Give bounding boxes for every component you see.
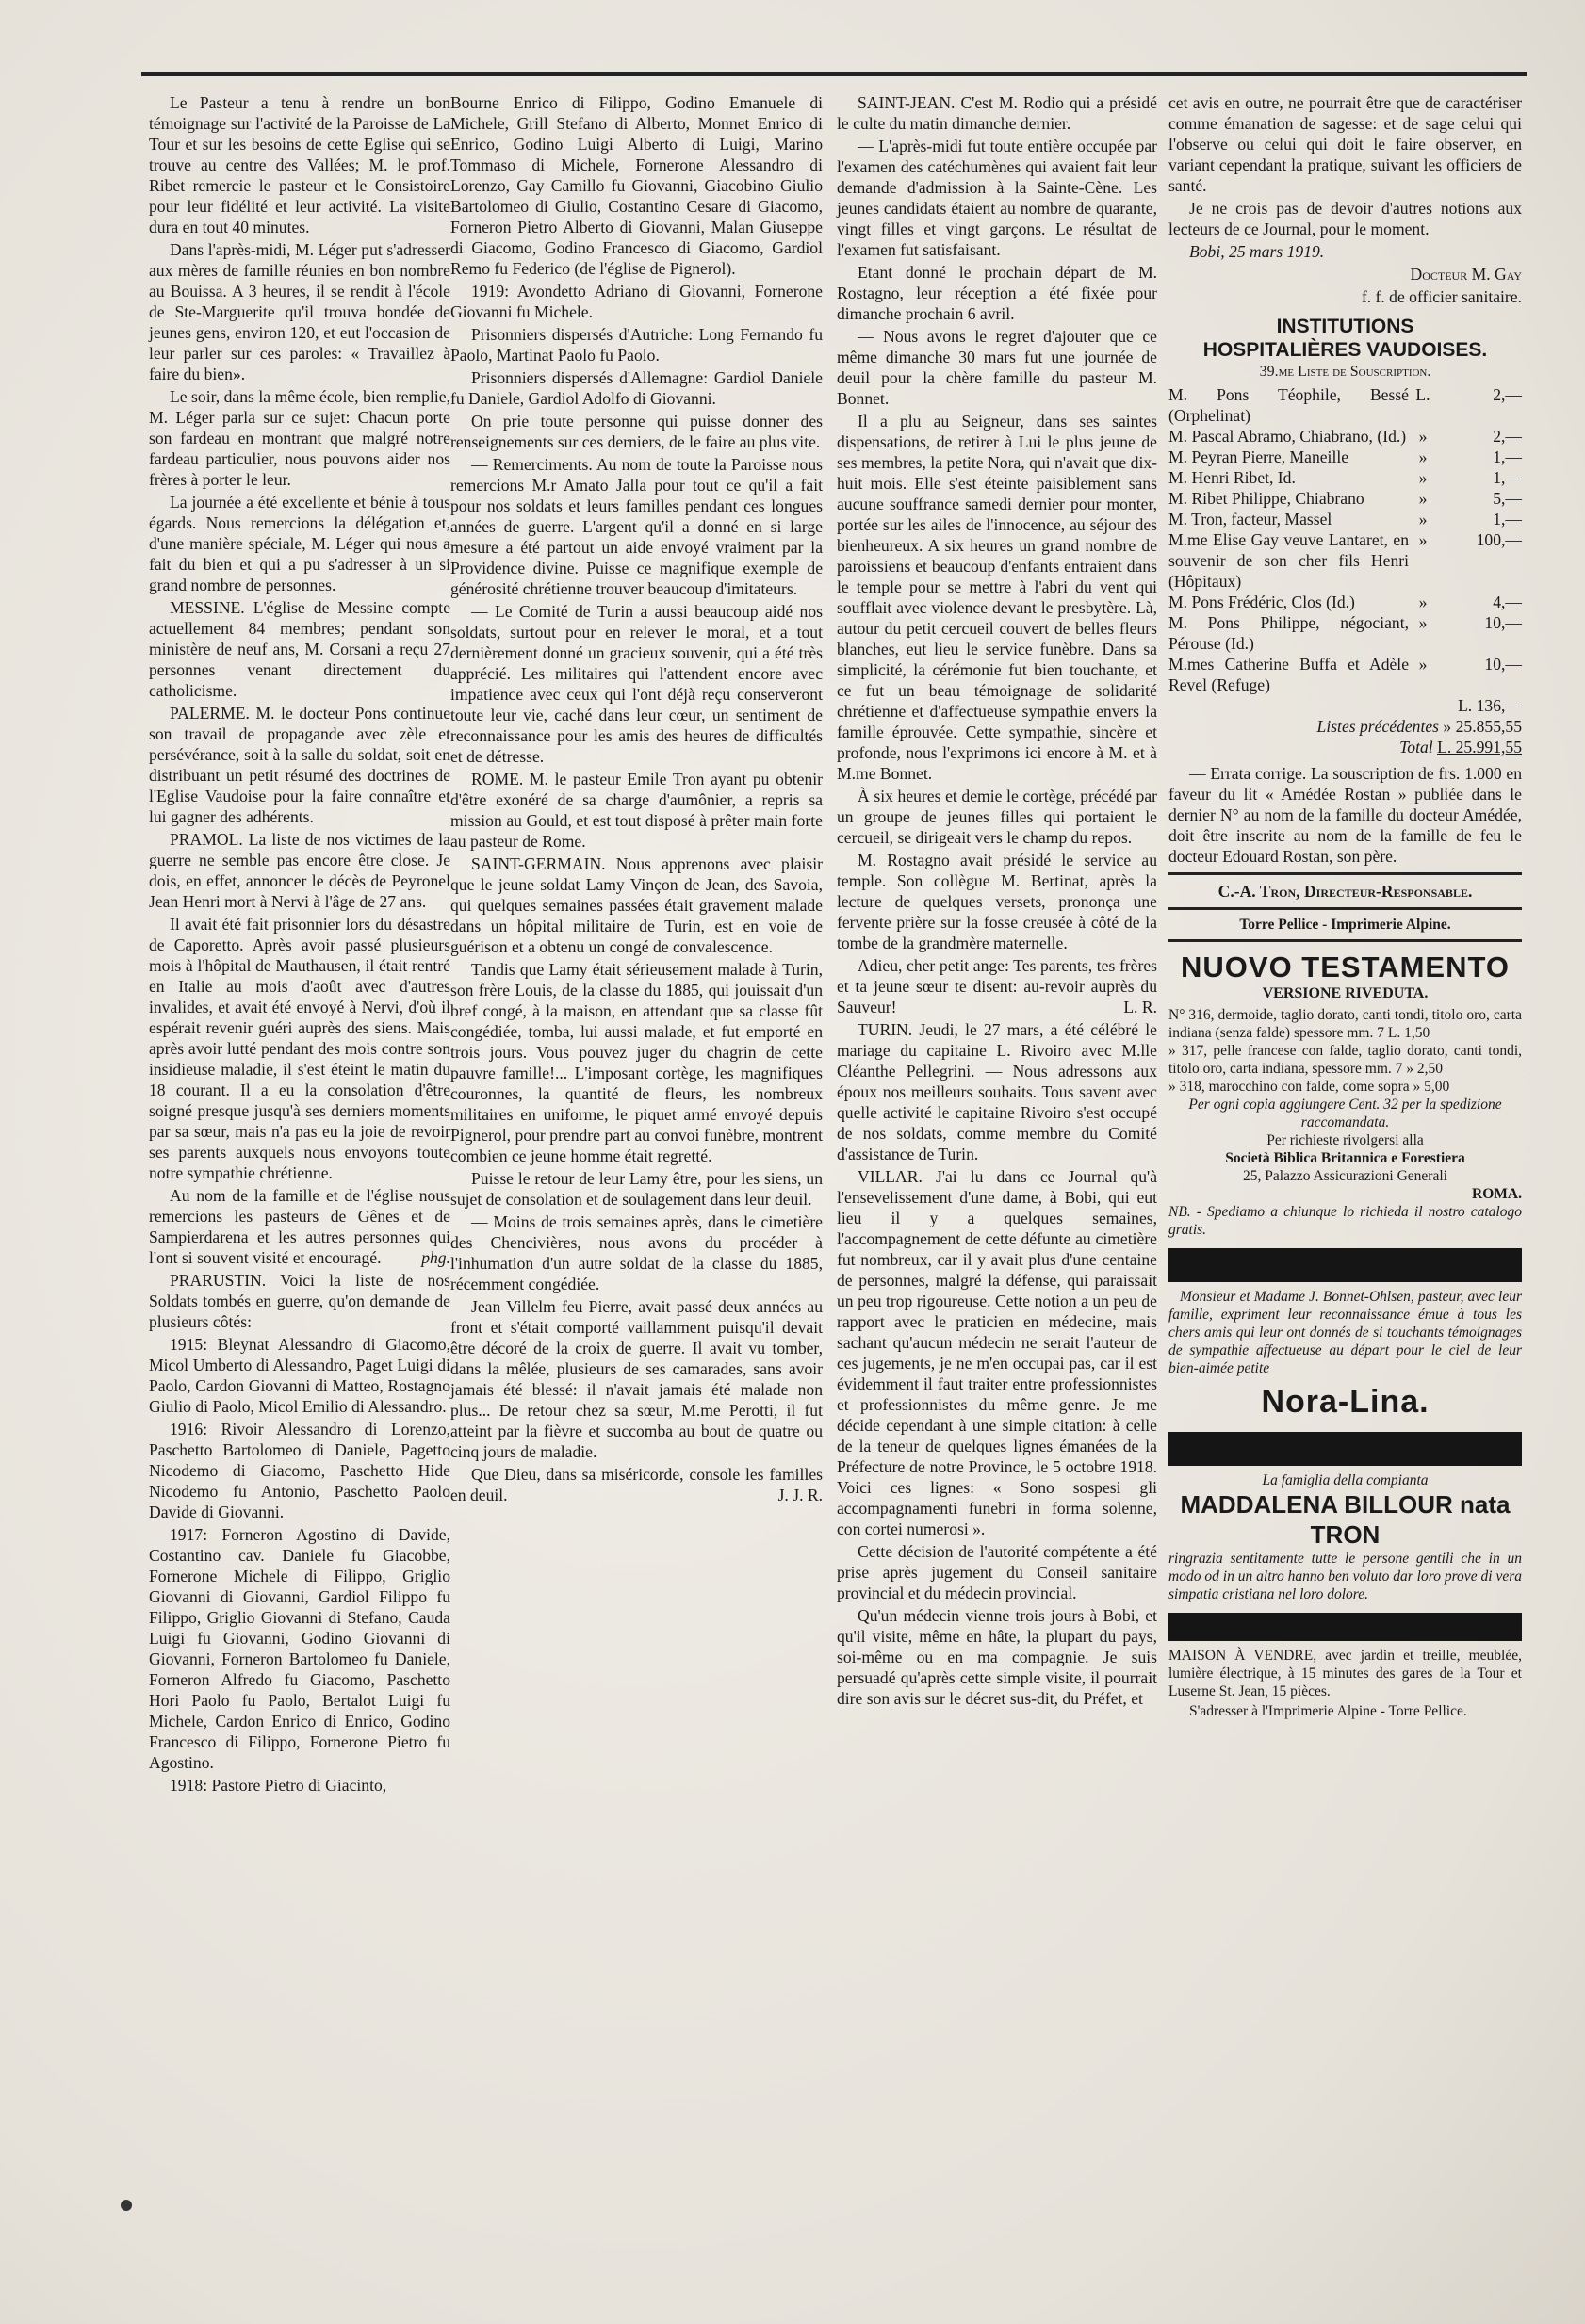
subscription-row (1168, 467, 1522, 488)
dateline: Bobi, 25 mars 1919. (1189, 242, 1325, 261)
column-4 (1168, 92, 1522, 1722)
maison-ad: MAISON À VENDRE, avec jardin et treille, meublée, lumière électrique, à 15 minutes des gares de la Tour et Luserne St. Jean, 15 pièces. (1168, 1648, 1522, 1699)
paragraph: La journée a été excellente et bénie à tous égards. Nous remercions la délégation et, d'une manière spéciale, M. Léger qui nous a fait du bien et qui a pu s'adresser à un si grand nombre de personnes. (149, 493, 450, 594)
year-1919: 1919: Avondetto Adriano di Giovanni, Fornerone Giovanni fu Michele. (450, 282, 823, 321)
year-1916: 1916: Rivoir Alessandro di Lorenzo, Paschetto Bartolomeo di Daniele, Pagetto Nicodemo di Giacomo, Paschetto Hide Nicodemo fu Antonio, Paschetto Paolo Davide di Giovanni. (149, 1420, 450, 1521)
subscription-row (1168, 529, 1522, 592)
subscription-amt: 2,— (1493, 427, 1522, 446)
subscription-amt: 1,— (1493, 447, 1522, 466)
subscription-row (1168, 509, 1522, 529)
errata-note: — Errata corrige. La souscription de frs. 1.000 en faveur du lit « Amédée Rostan » publiée dans le dernier N° au nom de la famille du docteur Amédée, doit être inscrite au nom de la famille de feu le docteur Edouard Rostan, son père. (1168, 764, 1522, 866)
paragraph: À six heures et demie le cortège, précédé par un groupe de jeunes filles qui portaient le cercueil, se dirigeait vers le champ du repos. (837, 787, 1157, 847)
rule (1168, 939, 1522, 942)
nt-contact: ROMA. (1472, 1186, 1522, 1202)
institutions-subtitle: HOSPITALIÈRES VAUDOISES. (1202, 339, 1488, 361)
subscription-table (1168, 384, 1522, 695)
paragraph: Le soir, dans la même école, bien remplie, M. Léger parla sur ce sujet: Chacun porte son fardeau en montrant que malgré notre fardeau particulier, nous pouvons aider nos frères à porter le leur. (149, 387, 450, 489)
paragraph: — L'après-midi fut toute entière occupée par l'examen des catéchumènes qui avaient fait leur demande d'admission à la Sainte-Cène. Les jeunes candidats étaient au nombre de quarante, vingt filles et vingt garçons. Le résultat de l'examen fut satisfaisant. (837, 137, 1157, 259)
section-rome: ROME. M. le pasteur Emile Tron ayant pu obtenir d'être exonéré de sa charge d'aumônier, a repris sa mission au Gould, et est tout disposé à prêter main forte au pasteur de Rome. (450, 770, 823, 851)
nt-item: » 318, marocchino con falde, come sopra » 5,00 (1168, 1079, 1450, 1095)
section-villar: VILLAR. J'ai lu dans ce Journal qu'à l'ensevelissement d'une dame, à Bobi, qui eut lieu il y a quelques semaines, l'accompagnement de cette défunte au cimetière fut nombreux, car il y avait plus d'une centaine de personnes, malgré la défense, qui paraissait un peu trop rigoureuse. Cette notion a un peu de rapport avec le praticien en médecine, mais sachant qu'aucun médecin ne serait l'auteur de ces jugements, je ne m'en occupai pas, car il est évidemment il faut traiter entre professionnistes et professionnistes du même genre. Je me décide cependant à une simple citation: à celle de la teneur de quelques lignes émanées de la Préfecture de notre Province, le 5 octobre 1918. Voici ces lignes: « Sono sospesi gli accompagnamenti funebri in forma solenne, con cortei numerosi ». (837, 1167, 1157, 1538)
subscription-cur: » (1418, 468, 1428, 487)
nt-subtitle: VERSIONE RIVEDUTA. (1262, 985, 1429, 1001)
director-line: C.-A. Tron, Directeur-Responsable. (1217, 882, 1473, 901)
subscription-row (1168, 384, 1522, 426)
nt-contact: Società Biblica Britannica e Forestiera (1225, 1150, 1465, 1166)
paragraph: Qu'un médecin vienne trois jours à Bobi, et qu'il visite, même en hâte, la plupart du pays, soi-même ou en ma compagnie. Je suis persuadé qu'après cette simple visite, il pourrait dire son avis sur le décret sus-dit, du Préfet, et (837, 1606, 1157, 1708)
section-prarustin: PRARUSTIN. Voici la liste de nos Soldats tombés en guerre, qu'on demande de plusieurs côtés: (149, 1271, 450, 1331)
nt-title: NUOVO TESTAMENTO (1181, 951, 1510, 983)
nt-contact: 25, Palazzo Assicurazioni Generali (1243, 1168, 1447, 1184)
paragraph: Tandis que Lamy était sérieusement malade à Turin, son frère Louis, de la classe du 1885, qui jouissait d'un bref congé, à la maison, en attendant que sa classe fût congédiée, tomba, lui aussi malade, et fut emporté en trois jours. Vous pouvez juger du chagrin de cette pauvre famille!... L'imposant cortège, les magnifiques couronnes, la quantité de fleurs, les nombreux militaires en uniforme, le piquet armé envoyé depuis Pignerol, pour prendre part au convoi funèbre, montrent combien ce jeune homme était regretté. (450, 960, 823, 1165)
paragraph: Puisse le retour de leur Lamy être, pour les siens, un sujet de consolation et de soulagement dans leur deuil. (450, 1169, 823, 1209)
column-1 (149, 92, 450, 1797)
subscription-row (1168, 426, 1522, 447)
prisoners-austria: Prisonniers dispersés d'Autriche: Long Fernando fu Paolo, Martinat Paolo fu Paolo. (450, 325, 823, 365)
subscription-amt: 1,— (1493, 510, 1522, 528)
paragraph: Il avait été fait prisonnier lors du désastre de Caporetto. Après avoir passé plusieurs mois à l'hôpital de Mauthausen, il était rentré en Italie au mois d'août avec d'autres invalides, et avait été envoyé à Nervi, d'où il espérait revenir guéri auprès des siens. Mais après avoir lutté pendant des mois contre son insidieuse maladie, il s'est éteint le matin du 18 courant. Il a eu la consolation d'être soigné presque jusqu'à ses derniers moments par sa sœur, mais n'a pas eu la joie de revoir ses parents auxquels nous envoyons toute notre sympathie chrétienne. (149, 915, 450, 1182)
subscription-cur: » (1418, 530, 1428, 549)
subscription-amt: 4,— (1493, 593, 1522, 611)
section-messine: MESSINE. L'église de Messine compte actuellement 84 membres; pendant son ministère de neuf ans, M. Corsani a reçu 27 personnes venant directement du catholicisme. (149, 598, 450, 700)
institutions-title: INSTITUTIONS (1276, 316, 1414, 337)
paragraph: Bourne Enrico di Filippo, Godino Emanuele di Michele, Grill Stefano di Alberto, Monnet Enrico di Enrico, Godino Luigi Alberto di Luigi, Marino Tommaso di Michele, Fornerone Alessandro di Lorenzo, Gay Camillo fu Giovanni, Giacobino Giulio Bartolomeo di Giulio, Costantino Cesare di Giacomo, Forneron Pietro Alberto di Giovanni, Malan Giuseppe di Giacomo, Godino Francesco di Giacomo, Gardiol Remo fu Federico (de l'église de Pignerol). (450, 93, 823, 278)
section-turin: TURIN. Jeudi, le 27 mars, a été célébré le mariage du capitaine L. Rivoiro avec M.lle Cléanthe Pellegrini. — Nous adressons aux époux nos meilleurs souhaits. Tous savent avec quelle activité le capitaine Rivoiro s'est occupé de nos soldats, comme membre du Comité d'assistance de Turin. (837, 1020, 1157, 1163)
black-bar (1168, 1248, 1522, 1282)
bonnet-thanks: Monsieur et Madame J. Bonnet-Ohlsen, pasteur, avec leur famille, expriment leur reconnaissance émue à tous les chers amis qui leur ont donnés de si touchants témoignages de sympathie affectueuse au départ pour le ciel de leur bien-aimée petite (1168, 1289, 1522, 1376)
subscription-cur: » (1418, 427, 1428, 446)
paragraph-text: Que Dieu, dans sa miséricorde, console les familles en deuil. (450, 1465, 823, 1504)
subscription-amt: 5,— (1493, 489, 1522, 508)
subscription-cur: » (1418, 510, 1428, 528)
subscription-name: M. Pons Frédéric, Clos (Id.) (1168, 593, 1355, 611)
subscription-name: M. Tron, facteur, Massel (1168, 510, 1332, 528)
maison-contact: S'adresser à l'Imprimerie Alpine - Torre Pellice. (1189, 1703, 1467, 1719)
nt-item: N° 316, dermoide, taglio dorato, canti tondi, titolo oro, carta indiana (senza falde) spessore mm. 7 L. 1,50 (1168, 1007, 1522, 1041)
total-label: Total (1399, 738, 1433, 756)
paragraph-text: Adieu, cher petit ange: Tes parents, tes frères et ta jeune sœur te disent: au-revoir auprès du Sauveur! (837, 956, 1157, 1016)
subscription-name: M. Pons Philippe, négociant, Pérouse (Id.) (1168, 613, 1409, 653)
subscription-name: M. Henri Ribet, Id. (1168, 468, 1296, 487)
printer-line: Torre Pellice - Imprimerie Alpine. (1239, 917, 1451, 933)
black-bar (1168, 1432, 1522, 1466)
nt-item: » 317, pelle francese con falde, taglio dorato, canti tondi, titolo oro, carta indiana, spessore mm. 7 » 2,50 (1168, 1043, 1522, 1077)
famiglia-thanks: ringrazia sentitamente tutte le persone gentili che in un modo od in un altro hanno ben voluto dar loro prove di vera simpatia cristiana nel loro dolore. (1168, 1551, 1522, 1602)
signature: J. J. R. (777, 1486, 823, 1504)
column-2 (450, 92, 823, 1507)
subscription-amt: 1,— (1493, 468, 1522, 487)
subscription-name: M. Peyran Pierre, Maneille (1168, 447, 1349, 466)
paragraph: Il a plu au Seigneur, dans ses saintes dispensations, de retirer à Lui le plus jeune de ses membres, la petite Nora, qui n'avait que dix-huit mois. Elle s'est éteinte paisiblement sans aucune souffrance samedi dernier pour monter, portée sur les ailes de l'innocence, au séjour des bienheureux. A six heures un grand nombre de paroissiens et beaucoup d'enfants entraient dans le temple pour se mettre à l'abri du vent qui soufflait avec violence devant le presbytère. Là, autour du petit cercueil couvert de belles fleurs blanches, eut lieu le service funèbre. Dans sa simplicité, la cérémonie fut bien touchante, et ce fut un beau témoignage de solidarité chrétienne et d'affectueuse sympathie envers la famille éprouvée. Cette sympathie, sincère et profonde, nous l'exprimons ici encore à M. et à M.me Bonnet. (837, 412, 1157, 783)
section-saint-germain: SAINT-GERMAIN. Nous apprenons avec plaisir que le jeune soldat Lamy Vinçon de Jean, des Savoia, qui quelques semaines passées était gravement malade dans un hôpital militaire de Turin, est en voie de guérison et a obtenu un congé de convalescence. (450, 854, 823, 956)
subscription-list-heading: 39.me Liste de Souscription. (1259, 364, 1431, 380)
previous-lists (1168, 716, 1522, 737)
subscription-cur: » (1418, 613, 1428, 632)
subscription-name: M. Ribet Philippe, Chiabrano (1168, 489, 1364, 508)
nt-nb: NB. - Spediamo a chiunque lo richieda il nostro catalogo gratis. (1168, 1204, 1522, 1238)
total-amount: L. 25.991,55 (1437, 738, 1522, 756)
paragraph-text: Au nom de la famille et de l'église nous remercions les pasteurs de Gênes et de Sampierdarena et les autres personnes qui l'ont si souvent visité et encouragé. (149, 1186, 450, 1267)
section-saint-jean: SAINT-JEAN. C'est M. Rodio qui a présidé le culte du matin dimanche dernier. (837, 93, 1157, 133)
subscription-row (1168, 654, 1522, 695)
paragraph: M. Rostagno avait présidé le service au temple. Son collègue M. Bertinat, après la lecture de quelques versets, prononça une fervente prière sur la fosse creusée à côté de la tombe de la grandmère maternelle. (837, 851, 1157, 952)
paragraph: Le Pasteur a tenu à rendre un bon témoignage sur l'activité de la Paroisse de La Tour et sur les besoins de cette Eglise qui se trouve au centre des Vallées; M. le prof. Ribet remercie le pasteur et le Consistoire pour leur fidélité et leur activité. La visite dura en tout 40 minutes. (149, 93, 450, 236)
subscription-name: M.mes Catherine Buffa et Adèle Revel (Refuge) (1168, 655, 1409, 694)
rule (1168, 872, 1522, 875)
subscription-amt: 100,— (1476, 530, 1522, 549)
nt-note: Per ogni copia aggiungere Cent. 32 per la spedizione raccomandata. (1188, 1097, 1502, 1130)
subscription-name: M. Pons Téophile, Bessé (Orphelinat) (1168, 385, 1409, 425)
subscription-cur: » (1418, 655, 1428, 674)
paragraph (149, 1185, 450, 1268)
rule (1168, 907, 1522, 910)
previous-lists-amount: » 25.855,55 (1443, 717, 1522, 736)
paragraph: On prie toute personne qui puisse donner des renseignements sur ces derniers, de le faire au plus vite. (450, 412, 823, 451)
paragraph: cet avis en outre, ne pourrait être que de caractériser comme émanation de sagesse: et de sage celui qui l'observe ou celui qui doit le faire observer, en variant cependant la pratique, suivant les officiers de santé. (1168, 93, 1522, 195)
punch-hole (121, 2200, 132, 2211)
black-bar (1168, 1613, 1522, 1641)
paragraph (450, 1464, 823, 1505)
subscription-cur: » (1418, 593, 1428, 611)
subscription-name: M.me Elise Gay veuve Lantaret, en souvenir de son cher fils Henri (Hôpitaux) (1168, 530, 1409, 591)
paragraph (837, 955, 1157, 1017)
section-pramol: PRAMOL. La liste de nos victimes de la guerre ne semble pas encore être close. Je dois, en effet, annoncer le décès de Peyronel Jean Henri mort à Nervi à l'âge de 27 ans. (149, 830, 450, 911)
year-1915: 1915: Bleynat Alessandro di Giacomo, Micol Umberto di Alessandro, Paget Luigi di Paolo, Cardon Giovanni di Matteo, Rostagno Giulio di Paolo, Micol Emilio di Alessandro. (149, 1335, 450, 1416)
previous-lists-label: Listes précédentes (1316, 717, 1440, 736)
subscription-cur: » (1418, 489, 1428, 508)
subscription-cur: » (1418, 447, 1428, 466)
paragraph: — Moins de trois semaines après, dans le cimetière des Chencivières, nous avons du procéder à l'inhumation d'un autre soldat de la classe du 1885, récemment congédiée. (450, 1212, 823, 1293)
famiglia-line: La famiglia della compianta (1262, 1472, 1429, 1488)
subscription-cur: L. (1415, 385, 1430, 404)
subtotal: L. 136,— (1458, 696, 1522, 715)
subscription-amt: 10,— (1484, 613, 1522, 632)
column-3 (837, 92, 1157, 1711)
signature: Docteur M. Gay (1410, 265, 1522, 284)
subscription-amt: 10,— (1484, 655, 1522, 674)
paragraph: Je ne crois pas de devoir d'autres notions aux lecteurs de ce Journal, pour le moment. (1168, 199, 1522, 238)
nora-lina-name: Nora-Lina. (1261, 1384, 1430, 1420)
paragraph: Etant donné le prochain départ de M. Rostagno, leur réception a été fixée pour dimanche prochain 6 avril. (837, 263, 1157, 323)
year-1918: 1918: Pastore Pietro di Giacinto, (170, 1776, 387, 1795)
year-1917: 1917: Forneron Agostino di Davide, Costantino cav. Daniele fu Giacobbe, Fornerone Michele di Filippo, Griglio Giovanni di Giovanni, Gardiol Filippo fu Filippo, Griglio Giovanni di Stefano, Cauda Luigi fu Giovanni, Godino Giovanni di Giovanni, Forneron Bartolomeo fu Daniele, Forneron Alfredo fu Giacomo, Paschetto Hori Paolo fu Paolo, Bertalot Luigi fu Michele, Cardon Enrico di Enrico, Godino Francesco di Filippo, Fornerone Pietro fu Agostino. (149, 1525, 450, 1772)
signature: L. R. (1123, 998, 1157, 1016)
subscription-row (1168, 488, 1522, 509)
subscription-row (1168, 592, 1522, 612)
paragraph: — Remerciments. Au nom de toute la Paroisse nous remercions M.r Amato Jalla pour tout ce qu'il a fait pour nos soldats et leurs familles pendant ces longues années de guerre. L'argent qu'il a donné en si large mesure a été partout un aide envoyé vraiment par la Providence divine. Puisse ce magnifique exemple de générosité chrétienne trouver beaucoup d'imitateurs. (450, 455, 823, 598)
paragraph: Jean Villelm feu Pierre, avait passé deux années au front et s'était comporté vaillamment puisqu'il devait être décoré de la croix de guerre. Il avait vu tomber, dans la mêlée, plusieurs de ses camarades, sans avoir jamais été blessé: il n'avait jamais été malade non plus... De retour chez sa sœur, M.me Perotti, il fut atteint par la fièvre et succomba au bout de quatre ou cinq jours de maladie. (450, 1297, 823, 1461)
subscription-row (1168, 612, 1522, 654)
signature: phg. (421, 1248, 450, 1267)
section-palerme: PALERME. M. le docteur Pons continue son travail de propagande avec zèle et persévérance, soit à la salle du soldat, soit en distribuant un petit résumé des doctrines de l'Eglise Vaudoise pour la faire connaître et lui gagner des adhérents. (149, 704, 450, 826)
nt-contact: Per richieste rivolgersi alla (1266, 1132, 1424, 1148)
subscription-amt: 2,— (1493, 385, 1522, 404)
paragraph: — Le Comité de Turin a aussi beaucoup aidé nos soldats, surtout pour en relever le moral, et a tout dernièrement donné un gracieux souvenir, qui a été très apprécié. Les militaires qui l'attendent encore avec impatience avec ceux qui l'ont déjà reçu conserveront toute leur vie, caché dans leur cœur, un sentiment de reconnaissance pour les amis des heures de difficultés et de détresse. (450, 602, 823, 766)
total (1168, 737, 1522, 757)
paragraph: — Nous avons le regret d'ajouter que ce même dimanche 30 mars fut une journée de deuil pour la chère famille du pasteur M. Bonnet. (837, 327, 1157, 408)
maddalena-name: MADDALENA BILLOUR nata TRON (1180, 1490, 1511, 1549)
subscription-row (1168, 447, 1522, 467)
subscription-name: M. Pascal Abramo, Chiabrano, (Id.) (1168, 427, 1407, 446)
signature-title: f. f. de officier sanitaire. (1361, 287, 1522, 306)
paragraph: Dans l'après-midi, M. Léger put s'adresser aux mères de famille réunies en bon nombre au Bouissa. A 3 heures, il se rendit à l'école de Ste-Marguerite qu'il trouva bondée de jeunes gens, environ 120, et eut l'occasion de leur parler sur ces paroles: « Travaillez à faire du bien». (149, 240, 450, 383)
prisoners-germany: Prisonniers dispersés d'Allemagne: Gardiol Daniele fu Daniele, Gardiol Adolfo di Giovanni. (450, 368, 823, 408)
paragraph: Cette décision de l'autorité compétente a été prise après jugement du Conseil sanitaire provincial et du médecin provincial. (837, 1542, 1157, 1602)
top-rule (141, 72, 1527, 76)
